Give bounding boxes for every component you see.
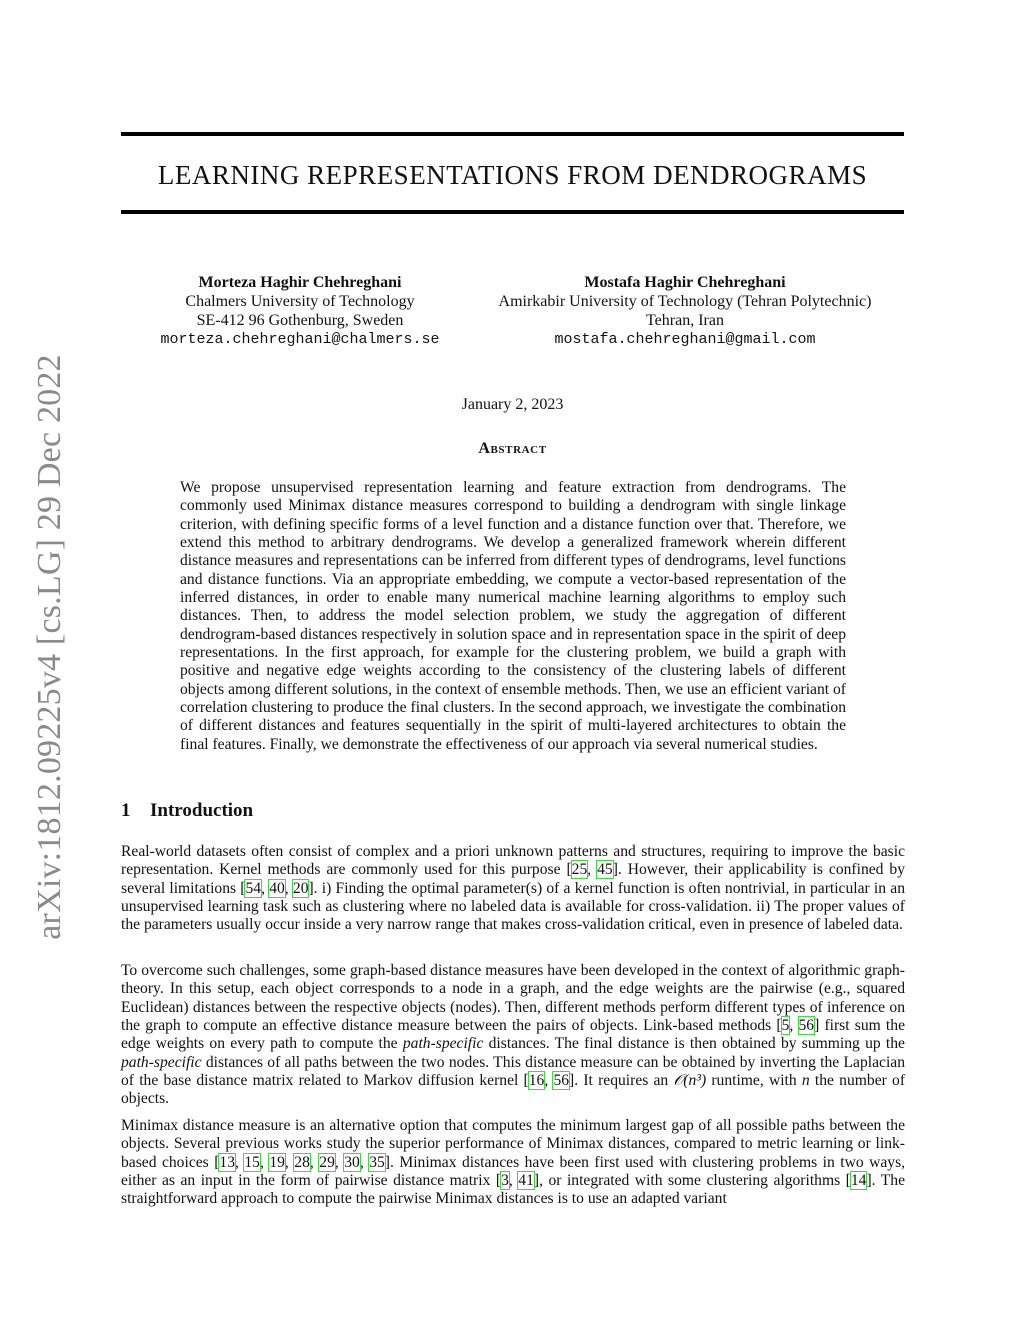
citation-link[interactable]: 41 xyxy=(518,1172,534,1190)
author-name: Morteza Haghir Chehreghani xyxy=(198,274,402,291)
abstract-heading: Abstract xyxy=(478,440,547,457)
citation-link[interactable]: 5 xyxy=(781,1017,790,1035)
emphasis: path-specific xyxy=(121,1053,202,1071)
citation-link[interactable]: 16 xyxy=(528,1072,545,1090)
paper-date: January 2, 2023 xyxy=(461,396,564,413)
citation-link[interactable]: 29 xyxy=(319,1153,335,1171)
author-name: Mostafa Haghir Chehreghani xyxy=(584,274,786,291)
citation-link[interactable]: 28 xyxy=(294,1153,310,1171)
section-heading xyxy=(121,800,253,822)
citation-link[interactable]: 54 xyxy=(245,879,262,897)
author-address: SE-412 96 Gothenburg, Sweden xyxy=(196,312,404,329)
citation-link[interactable]: 15 xyxy=(244,1153,260,1171)
paper-title: LEARNING REPRESENTATIONS FROM DENDROGRAMS xyxy=(157,160,868,190)
title-bottom-rule xyxy=(121,210,904,214)
paragraph-3: Minimax distance measure is an alternative option that computes the minimum largest gap of all possible paths between the objects. Several previous works study the superior performance of Minimax distances, compared to metric learning or link-based choices [13, 15, 19, 28, 29, 30, 35]. Minimax distances have been first used with clustering problems in two ways, either as an input in the form of pairwise distance matrix [3, 41], or integrated with some clustering algorithms [14]. The straightforward approach to compute the pairwise Minimax distances is to use an adapted variant xyxy=(121,1117,906,1208)
arxiv-identifier xyxy=(30,352,70,942)
math-variable: n xyxy=(801,1072,810,1090)
author-affiliation: Amirkabir University of Technology (Tehran Polytechnic) xyxy=(498,293,872,310)
citation-link[interactable]: 3 xyxy=(501,1172,509,1190)
arxiv-identifier-text: arXiv:1812.09225v4 [cs.LG] 29 Dec 2022 xyxy=(31,354,68,940)
author-affiliation: Chalmers University of Technology xyxy=(185,293,415,310)
title-top-rule xyxy=(121,132,904,136)
math-complexity: 𝒪(n³) xyxy=(673,1072,707,1090)
citation-link[interactable]: 45 xyxy=(597,861,613,879)
paragraph-1: Real-world datasets often consist of complex and a priori unknown patterns and structures, requiring to improve the basic representation. Kernel methods are commonly used for this purpose [25, 45]. However, their applicability is confined by several limitations [54, 40, 20]. i) Finding the optimal parameter(s) of a kernel function is often nontrivial, in particular in an unsupervised learning task such as clustering where no labeled data is available for cross-validation. ii) The proper values of the parameters usually occur inside a very narrow range that makes cross-validation critical, even in presence of labeled data. xyxy=(121,843,906,934)
citation-link[interactable]: 30 xyxy=(344,1153,360,1171)
section-title: Introduction xyxy=(150,800,254,821)
author-email[interactable]: morteza.chehreghani@chalmers.se xyxy=(160,331,440,348)
citation-link[interactable]: 19 xyxy=(269,1153,285,1171)
author-address: Tehran, Iran xyxy=(646,312,724,329)
citation-link[interactable]: 40 xyxy=(269,879,285,897)
author-block-2 xyxy=(480,273,890,349)
citation-link[interactable]: 13 xyxy=(219,1153,235,1171)
paragraph-2: To overcome such challenges, some graph-based distance measures have been developed in the context of algorithmic graph-theory. In this setup, each object corresponds to a node in a graph, and the edge weights are the pairwise (e.g., squared Euclidean) distances between the respective objects (nodes). Then, different methods perform different types of inference on the graph to compute an effective distance measure between the pairs of objects. Link-based methods [5, 56] first sum the edge weights on every path to compute the path-specific distances. The final distance is then obtained by summing up the path-specific distances of all paths between the two nodes. This distance measure can be obtained by inverting the Laplacian of the base distance matrix related to Markov diffusion kernel [16, 56]. It requires an 𝒪(n³) runtime, with n the number of objects. xyxy=(121,962,906,1108)
citation-link[interactable]: 56 xyxy=(798,1017,815,1035)
author-block-1 xyxy=(140,273,460,349)
citation-link[interactable]: 35 xyxy=(369,1153,385,1171)
citation-link[interactable]: 20 xyxy=(292,879,309,897)
citation-link[interactable]: 14 xyxy=(850,1172,867,1190)
citation-link[interactable]: 25 xyxy=(571,861,588,879)
section-number: 1 xyxy=(121,800,131,821)
emphasis: path-specific xyxy=(402,1035,484,1053)
author-email[interactable]: mostafa.chehreghani@gmail.com xyxy=(554,331,816,348)
citation-link[interactable]: 56 xyxy=(553,1072,570,1090)
abstract-text: We propose unsupervised representation learning and feature extraction from dendrograms. The commonly used Minimax distance measures correspond to building a dendrogram with single linkage criterion, with defining specific forms of a level function and a distance function over that. Therefore, we extend this method to arbitrary dendrograms. We develop a generalized framework wherein different distance measures and representations can be inferred from different types of dendrograms, level functions and distance functions. Via an appropriate embedding, we compute a vector-based representation of the inferred distances, in order to enable many numerical machine learning algorithms to employ such distances. Then, to address the model selection problem, we study the aggregation of different dendrogram-based distances respectively in solution space and in representation space in the spirit of deep representations. In the first approach, for example for the clustering problem, we build a graph with positive and negative edge weights according to the consistency of the clustering labels of different objects among different solutions, in the context of ensemble methods. Then, we use an efficient variant of correlation clustering to produce the final clusters. In the second approach, we investigate the combination of different distances and features sequentially in the spirit of multi-layered architectures to obtain the final features. Finally, we demonstrate the effectiveness of our approach via several numerical studies. xyxy=(180,479,846,753)
